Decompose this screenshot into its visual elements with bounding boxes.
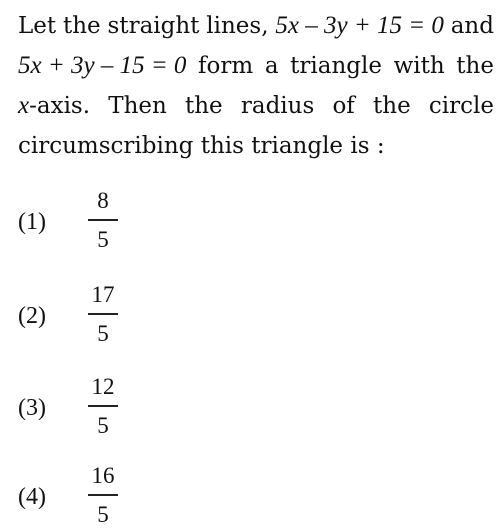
word: the (185, 93, 223, 119)
word: the (456, 53, 494, 79)
word: form (198, 53, 254, 79)
word: Then (108, 93, 167, 119)
option-2[interactable] (18, 281, 218, 351)
word: with (393, 53, 445, 79)
question-line-4-text: circumscribing this triangle is : (18, 133, 385, 159)
variable-x: x (18, 92, 30, 119)
word: triangle (290, 53, 382, 79)
option-label: (4) (18, 484, 46, 510)
option-4[interactable] (18, 462, 218, 532)
option-1[interactable] (18, 187, 218, 257)
option-3[interactable] (18, 373, 218, 443)
numerator: 17 (91, 282, 115, 307)
denominator: 5 (97, 412, 109, 438)
word: lines, (206, 13, 269, 39)
word: Let (18, 13, 57, 39)
question-line-4 (18, 126, 494, 166)
word: -axis. (29, 93, 91, 119)
fraction (86, 281, 120, 348)
numerator: 16 (91, 463, 115, 488)
question-line-2 (18, 46, 494, 86)
numerator: 8 (97, 188, 109, 213)
fraction-bar (88, 219, 118, 221)
denominator: 5 (97, 226, 109, 252)
fraction (86, 187, 120, 254)
denominator: 5 (97, 501, 109, 527)
numerator: 12 (91, 374, 115, 399)
word: a (264, 53, 279, 79)
question-line-3 (18, 86, 494, 126)
fraction-bar (88, 313, 118, 315)
word: of (332, 93, 355, 119)
fraction-bar (88, 405, 118, 407)
question-line-1 (18, 6, 494, 46)
word: the (373, 93, 411, 119)
equation-1: 5x – 3y + 15 = 0 (275, 12, 444, 39)
word: straight (107, 13, 200, 39)
word: and (450, 13, 494, 39)
option-label: (3) (18, 395, 46, 421)
word: radius (240, 93, 315, 119)
denominator: 5 (97, 320, 109, 346)
word: circle (428, 93, 494, 119)
fraction (86, 373, 120, 440)
fraction-bar (88, 494, 118, 496)
fraction (86, 462, 120, 529)
equation-2: 5x + 3y – 15 = 0 (18, 52, 187, 79)
option-label: (2) (18, 303, 46, 329)
question-text (18, 6, 494, 166)
option-label: (1) (18, 209, 46, 235)
word: the (63, 13, 101, 39)
